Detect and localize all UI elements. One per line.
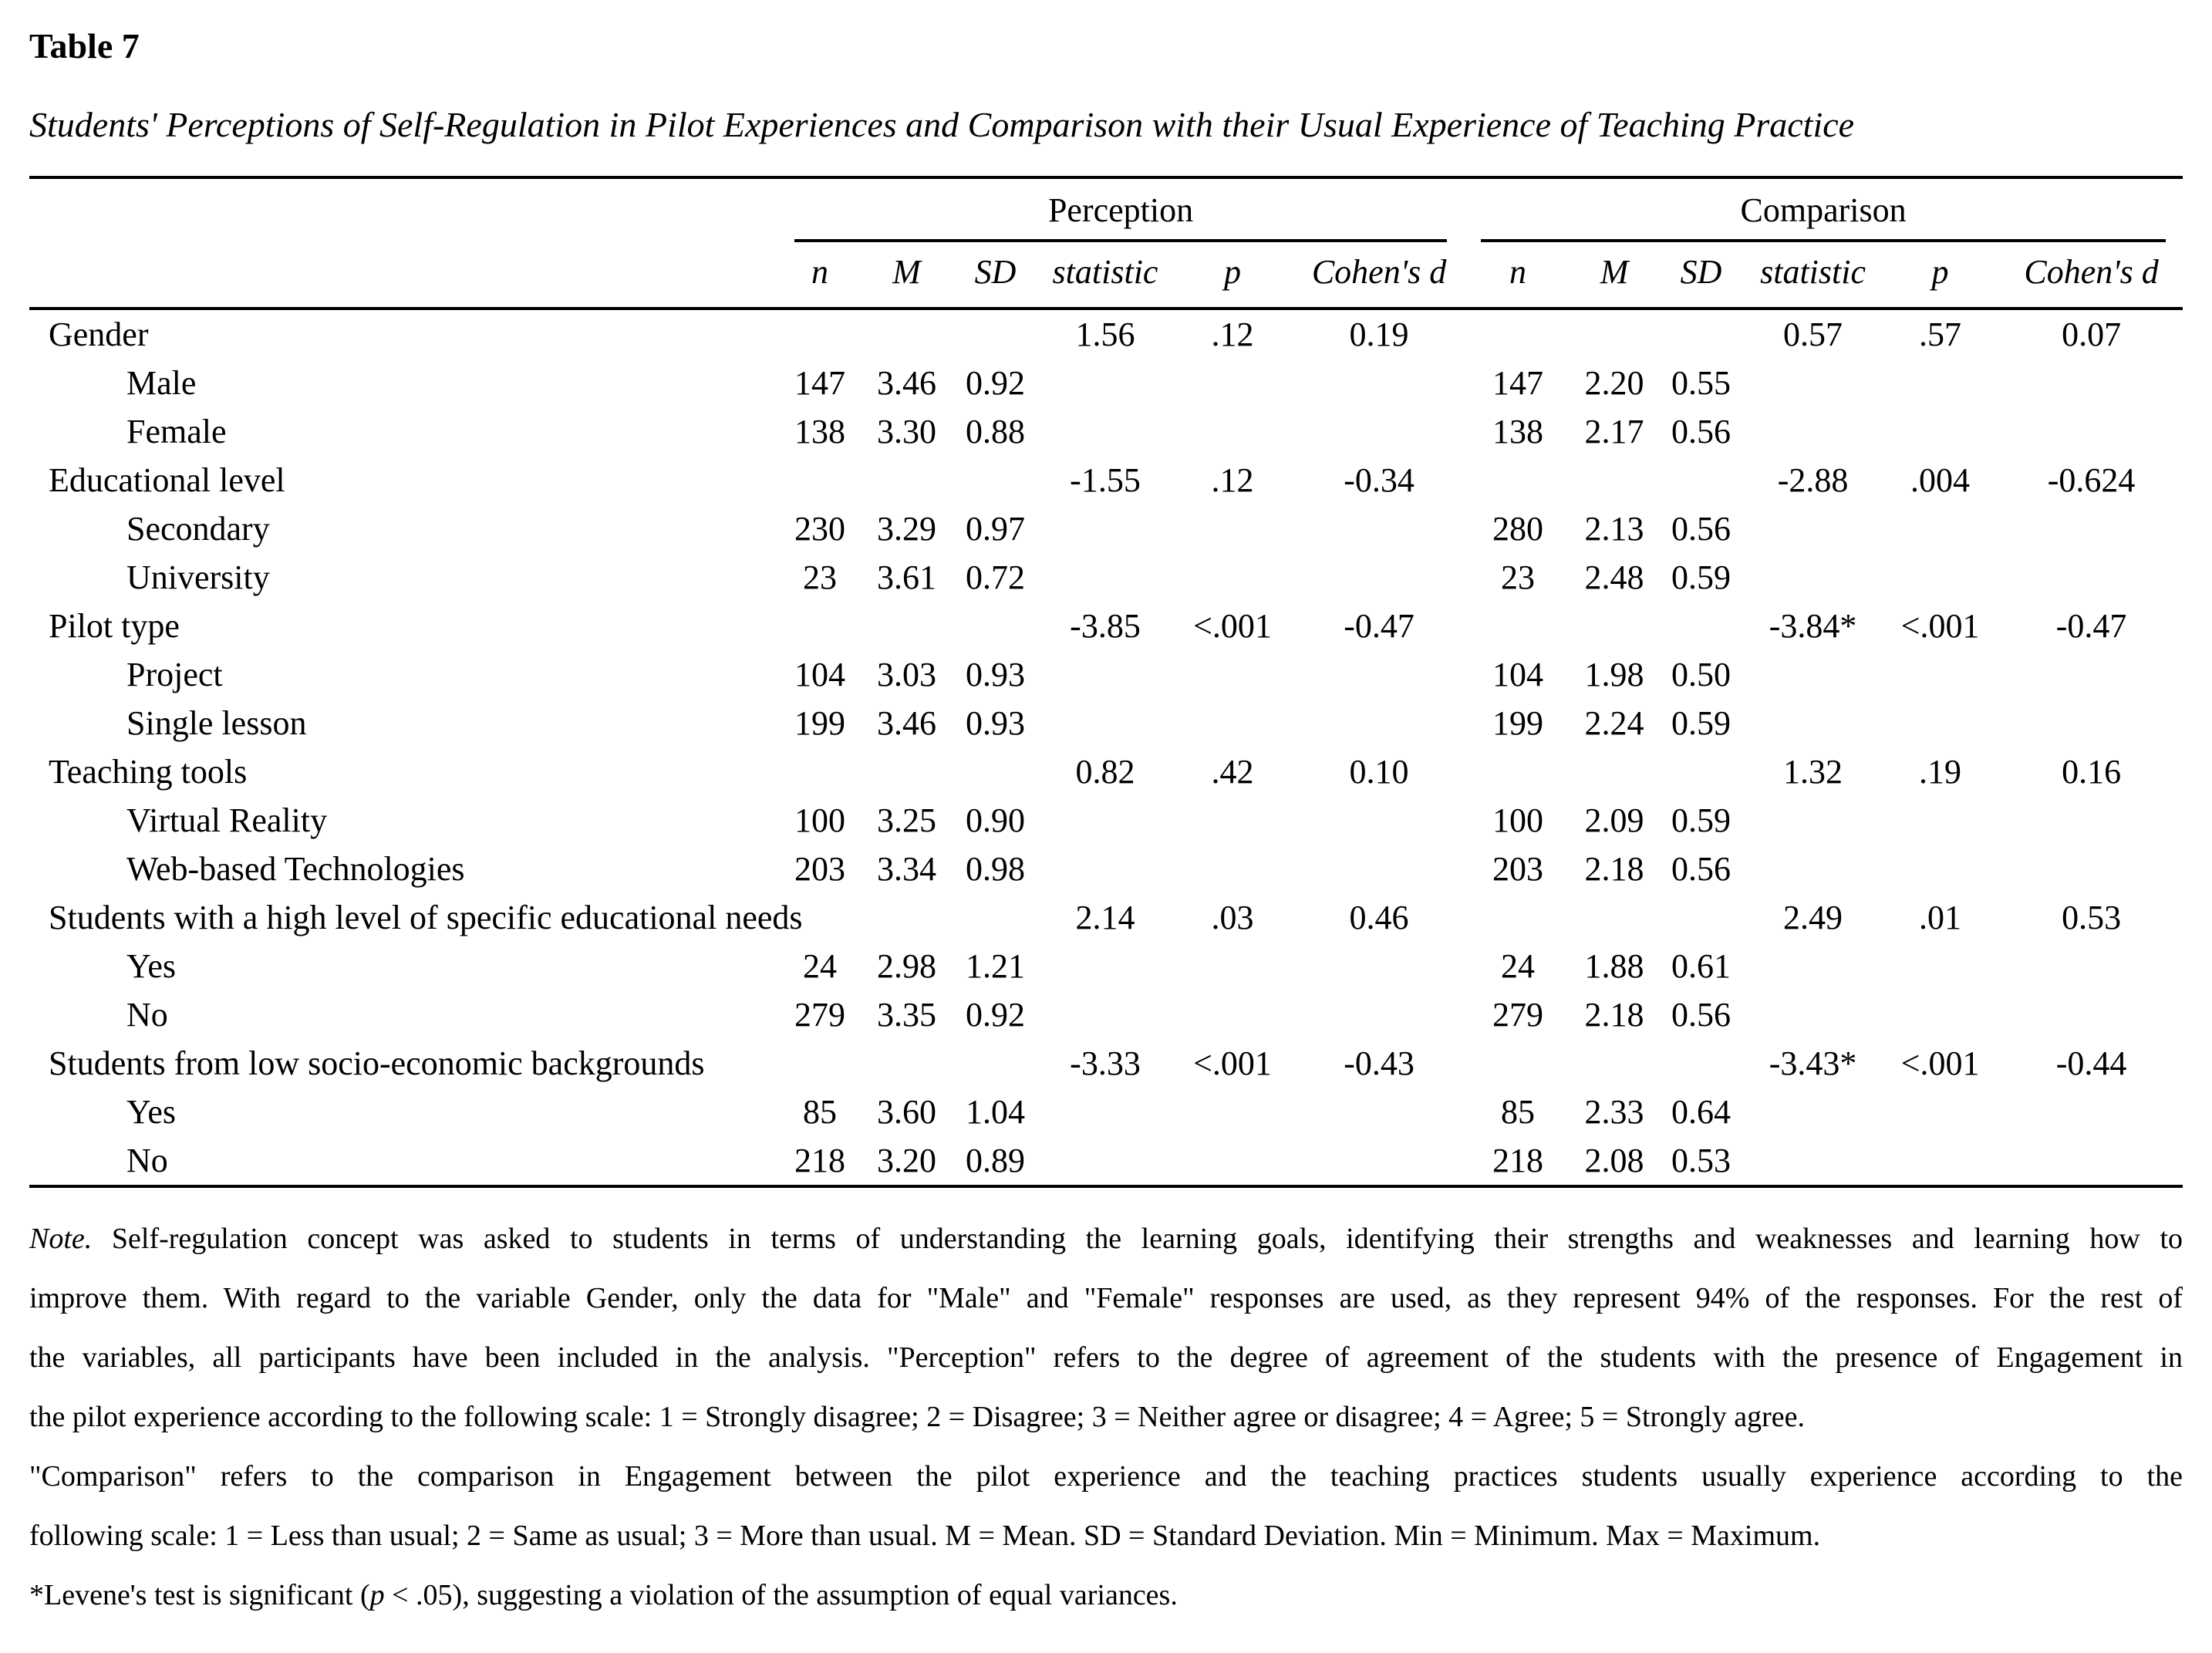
perception-statistic-cell <box>1040 942 1171 990</box>
comparison-cohens_d-cell <box>2000 407 2183 456</box>
perception-m-cell <box>862 1039 951 1088</box>
comparison-m-cell <box>1572 309 1657 359</box>
row-label-category: Virtual Reality <box>126 801 328 839</box>
note-line <box>29 1388 2183 1447</box>
perception-n-cell: 138 <box>794 413 845 450</box>
perception-p-cell <box>1171 407 1294 456</box>
comparison-m-cell: 1.88 <box>1584 947 1644 985</box>
perception-n-cell <box>777 747 862 796</box>
comparison-m-cell <box>1572 747 1657 796</box>
perception-n-cell <box>777 456 862 504</box>
comparison-statistic-cell <box>1745 796 1880 845</box>
row-label-variable: Pilot type <box>49 607 180 645</box>
comparison-group-header <box>1464 177 2183 242</box>
perception-group-rule <box>794 191 1447 242</box>
row-label-variable: Educational level <box>49 461 285 499</box>
comparison-n-cell: 85 <box>1501 1093 1536 1131</box>
stub-header-cell <box>29 242 777 309</box>
perception-p-cell <box>1171 553 1294 602</box>
comparison-p-cell <box>1880 1088 2000 1136</box>
comparison-p-cell: <.001 <box>1900 607 1980 645</box>
perception-statistic-cell <box>1040 553 1171 602</box>
table-row <box>29 1039 2183 1088</box>
perception-sd-cell: 1.21 <box>966 947 1025 985</box>
table-row <box>29 504 2183 553</box>
comparison-sd-cell: 0.59 <box>1671 801 1731 839</box>
perception-sd-cell <box>951 309 1040 359</box>
perception-n-cell: 279 <box>794 996 845 1034</box>
table-row <box>29 1088 2183 1136</box>
row-label-category: Secondary <box>126 510 270 548</box>
perception-p-cell: .12 <box>1211 315 1254 353</box>
perception-m-cell <box>862 309 951 359</box>
table-row <box>29 796 2183 845</box>
perception-m-cell <box>862 893 951 942</box>
perception-n-cell <box>777 602 862 650</box>
note-text-segment: the variables, all participants have been included in the analysis. "Perception" refers to the degree of agreement of the students with the presence of Engagement in <box>29 1341 2183 1374</box>
perception-n-cell: 85 <box>803 1093 837 1131</box>
comparison-m-cell: 2.08 <box>1584 1142 1644 1179</box>
comparison-p-cell: .19 <box>1919 753 1962 791</box>
perception-group-label: Perception <box>1047 191 1194 229</box>
perception-col-header-sd: SD <box>951 242 1040 309</box>
comparison-n-cell <box>1464 893 1572 942</box>
comparison-n-cell: 280 <box>1492 510 1544 548</box>
comparison-sd-cell <box>1657 602 1745 650</box>
perception-sd-cell: 0.92 <box>966 364 1025 402</box>
comparison-p-cell: .57 <box>1919 315 1962 353</box>
perception-statistic-cell: 0.82 <box>1075 753 1135 791</box>
table-row <box>29 1136 2183 1186</box>
comparison-col-header-cohens-d: Cohen's d <box>2000 242 2183 309</box>
comparison-p-cell: .004 <box>1910 461 1971 499</box>
comparison-statistic-cell: -2.88 <box>1777 461 1849 499</box>
comparison-statistic-cell: -3.84* <box>1769 607 1857 645</box>
comparison-statistic-cell <box>1745 553 1880 602</box>
perception-m-cell: 3.61 <box>877 558 936 596</box>
table-title: Students' Perceptions of Self-Regulation in Pilot Experiences and Comparison with their Usual Experience of Teaching Practice <box>29 105 1855 144</box>
perception-p-cell <box>1171 990 1294 1039</box>
perception-cohens_d-cell <box>1294 1088 1464 1136</box>
comparison-n-cell <box>1464 747 1572 796</box>
perception-m-cell: 3.25 <box>877 801 936 839</box>
row-label-variable: Gender <box>49 315 149 353</box>
perception-p-cell <box>1171 1088 1294 1136</box>
comparison-cohens_d-cell <box>2000 359 2183 407</box>
comparison-p-cell <box>1880 845 2000 893</box>
table-row <box>29 407 2183 456</box>
comparison-sd-cell <box>1657 893 1745 942</box>
comparison-statistic-cell <box>1745 407 1880 456</box>
comparison-m-cell <box>1572 456 1657 504</box>
perception-m-cell: 3.60 <box>877 1093 936 1131</box>
comparison-cohens_d-cell <box>2000 942 2183 990</box>
comparison-cohens_d-cell <box>2000 650 2183 699</box>
perception-p-cell <box>1171 699 1294 747</box>
comparison-col-header-m: M <box>1572 242 1657 309</box>
comparison-n-cell: 199 <box>1492 704 1544 742</box>
comparison-p-cell <box>1880 1136 2000 1186</box>
comparison-n-cell <box>1464 309 1572 359</box>
comparison-p-cell <box>1880 407 2000 456</box>
comparison-sd-cell: 0.64 <box>1671 1093 1731 1131</box>
perception-col-header-m: M <box>862 242 951 309</box>
comparison-m-cell: 2.48 <box>1584 558 1644 596</box>
comparison-sd-cell: 0.61 <box>1671 947 1731 985</box>
perception-cohens_d-cell <box>1294 942 1464 990</box>
perception-n-cell: 100 <box>794 801 845 839</box>
comparison-m-cell: 2.13 <box>1584 510 1644 548</box>
note-text-segment: < .05), suggesting a violation of the assumption of equal variances. <box>384 1579 1178 1611</box>
comparison-statistic-cell: 2.49 <box>1783 899 1843 936</box>
comparison-statistic-cell <box>1745 942 1880 990</box>
table-row <box>29 990 2183 1039</box>
perception-p-cell: <.001 <box>1193 607 1272 645</box>
perception-cohens_d-cell <box>1294 845 1464 893</box>
perception-cohens_d-cell <box>1294 1136 1464 1186</box>
stub-header-cell <box>29 177 777 242</box>
comparison-p-cell <box>1880 650 2000 699</box>
row-label-category: Single lesson <box>126 704 307 742</box>
row-label-category: Male <box>126 364 197 402</box>
comparison-cohens_d-cell <box>2000 699 2183 747</box>
comparison-m-cell: 2.18 <box>1584 850 1644 888</box>
comparison-p-cell <box>1880 553 2000 602</box>
results-table <box>29 176 2183 1188</box>
perception-sd-cell <box>951 893 1040 942</box>
perception-n-cell <box>777 1039 862 1088</box>
perception-m-cell <box>862 456 951 504</box>
note-text-segment: Self-regulation concept was asked to students in terms of understanding the learning goals, identifying their strengths and weaknesses and learning how to <box>92 1223 2183 1255</box>
perception-cohens_d-cell <box>1294 407 1464 456</box>
comparison-m-cell <box>1572 893 1657 942</box>
perception-p-cell <box>1171 942 1294 990</box>
comparison-n-cell <box>1464 456 1572 504</box>
table-row <box>29 699 2183 747</box>
comparison-col-header-p: p <box>1880 242 2000 309</box>
perception-sd-cell <box>951 602 1040 650</box>
comparison-m-cell: 2.17 <box>1584 413 1644 450</box>
note-line <box>29 1269 2183 1328</box>
perception-statistic-cell: -1.55 <box>1070 461 1141 499</box>
comparison-cohens_d-cell <box>2000 990 2183 1039</box>
comparison-statistic-cell <box>1745 504 1880 553</box>
comparison-p-cell <box>1880 699 2000 747</box>
perception-n-cell: 24 <box>803 947 837 985</box>
comparison-m-cell: 2.20 <box>1584 364 1644 402</box>
comparison-m-cell: 2.33 <box>1584 1093 1644 1131</box>
perception-m-cell <box>862 747 951 796</box>
comparison-sd-cell: 0.56 <box>1671 850 1731 888</box>
row-label-category: University <box>126 558 270 596</box>
comparison-m-cell: 2.24 <box>1584 704 1644 742</box>
perception-cohens_d-cell <box>1294 553 1464 602</box>
perception-sd-cell: 0.89 <box>966 1142 1025 1179</box>
comparison-statistic-cell: 0.57 <box>1783 315 1843 353</box>
comparison-sd-cell: 0.59 <box>1671 704 1731 742</box>
comparison-sd-cell: 0.55 <box>1671 364 1731 402</box>
comparison-cohens_d-cell: -0.44 <box>2055 1044 2127 1082</box>
perception-sd-cell <box>951 1039 1040 1088</box>
table-row <box>29 747 2183 796</box>
comparison-col-header-sd: SD <box>1657 242 1745 309</box>
perception-sd-cell <box>951 456 1040 504</box>
table-row <box>29 553 2183 602</box>
perception-col-header-cohens-d: Cohen's d <box>1294 242 1464 309</box>
comparison-p-cell: <.001 <box>1900 1044 1980 1082</box>
comparison-sd-cell <box>1657 1039 1745 1088</box>
perception-m-cell: 3.34 <box>877 850 936 888</box>
comparison-sd-cell: 0.50 <box>1671 656 1731 693</box>
comparison-cohens_d-cell <box>2000 1088 2183 1136</box>
table-note <box>29 1209 2183 1625</box>
perception-cohens_d-cell <box>1294 504 1464 553</box>
perception-m-cell: 2.98 <box>877 947 936 985</box>
comparison-statistic-cell <box>1745 699 1880 747</box>
perception-col-header-statistic: statistic <box>1040 242 1171 309</box>
row-label-variable: Students with a high level of specific educational needs <box>49 899 803 936</box>
perception-cohens_d-cell <box>1294 990 1464 1039</box>
comparison-sd-cell: 0.56 <box>1671 413 1731 450</box>
comparison-statistic-cell <box>1745 845 1880 893</box>
comparison-sd-cell: 0.53 <box>1671 1142 1731 1179</box>
comparison-m-cell: 2.18 <box>1584 996 1644 1034</box>
perception-group-header <box>777 177 1464 242</box>
comparison-col-header-n: n <box>1464 242 1572 309</box>
perception-m-cell: 3.20 <box>877 1142 936 1179</box>
row-label-category: Project <box>126 656 223 693</box>
row-label-variable: Teaching tools <box>49 753 248 791</box>
perception-statistic-cell <box>1040 504 1171 553</box>
perception-cohens_d-cell: 0.46 <box>1349 899 1409 936</box>
note-text-segment: "Comparison" refers to the comparison in Engagement between the pilot experience and the teaching practices students usually experience according to the <box>29 1460 2183 1493</box>
perception-cohens_d-cell <box>1294 699 1464 747</box>
perception-statistic-cell: -3.85 <box>1070 607 1141 645</box>
comparison-sd-cell <box>1657 309 1745 359</box>
perception-n-cell: 218 <box>794 1142 845 1179</box>
comparison-n-cell: 279 <box>1492 996 1544 1034</box>
comparison-statistic-cell <box>1745 1088 1880 1136</box>
perception-n-cell: 147 <box>794 364 845 402</box>
comparison-m-cell <box>1572 602 1657 650</box>
comparison-cohens_d-cell <box>2000 504 2183 553</box>
comparison-n-cell: 203 <box>1492 850 1544 888</box>
perception-m-cell <box>862 602 951 650</box>
perception-n-cell: 23 <box>803 558 837 596</box>
perception-p-cell: .03 <box>1211 899 1254 936</box>
comparison-cohens_d-cell <box>2000 1136 2183 1186</box>
perception-n-cell: 230 <box>794 510 845 548</box>
table-number: Table 7 <box>29 26 140 66</box>
note-text-segment: Note. <box>29 1223 93 1255</box>
comparison-p-cell <box>1880 990 2000 1039</box>
perception-m-cell: 3.29 <box>877 510 936 548</box>
group-header-row <box>29 177 2183 242</box>
perception-statistic-cell <box>1040 359 1171 407</box>
perception-cohens_d-cell: 0.10 <box>1349 753 1409 791</box>
perception-sd-cell: 0.97 <box>966 510 1025 548</box>
comparison-p-cell <box>1880 942 2000 990</box>
comparison-group-label: Comparison <box>1740 191 1907 229</box>
note-text-segment: improve them. With regard to the variable Gender, only the data for "Male" and "Female" responses are used, as they represent 94% of the responses. For the rest of <box>29 1282 2183 1314</box>
column-header-row <box>29 242 2183 309</box>
table-row <box>29 456 2183 504</box>
perception-cohens_d-cell: 0.19 <box>1349 315 1409 353</box>
perception-m-cell: 3.46 <box>877 364 936 402</box>
perception-statistic-cell <box>1040 1136 1171 1186</box>
comparison-n-cell: 100 <box>1492 801 1544 839</box>
table-row <box>29 602 2183 650</box>
row-label-category: No <box>126 1142 168 1179</box>
comparison-m-cell <box>1572 1039 1657 1088</box>
perception-m-cell: 3.03 <box>877 656 936 693</box>
perception-cohens_d-cell <box>1294 796 1464 845</box>
perception-statistic-cell <box>1040 845 1171 893</box>
perception-n-cell: 203 <box>794 850 845 888</box>
comparison-m-cell: 2.09 <box>1584 801 1644 839</box>
comparison-group-rule <box>1481 191 2166 242</box>
note-text-segment: *Levene's test is significant ( <box>29 1579 370 1611</box>
comparison-statistic-cell <box>1745 359 1880 407</box>
perception-n-cell <box>777 309 862 359</box>
row-label-category: No <box>126 996 168 1034</box>
perception-statistic-cell <box>1040 650 1171 699</box>
perception-statistic-cell <box>1040 699 1171 747</box>
comparison-statistic-cell: 1.32 <box>1783 753 1843 791</box>
row-label-variable: Students from low socio-economic backgrounds <box>49 1044 705 1082</box>
perception-m-cell: 3.35 <box>877 996 936 1034</box>
comparison-cohens_d-cell: 0.07 <box>2062 315 2122 353</box>
note-line <box>29 1447 2183 1506</box>
perception-statistic-cell <box>1040 990 1171 1039</box>
perception-p-cell <box>1171 796 1294 845</box>
comparison-sd-cell: 0.59 <box>1671 558 1731 596</box>
comparison-p-cell <box>1880 504 2000 553</box>
perception-sd-cell <box>951 747 1040 796</box>
table-row <box>29 650 2183 699</box>
perception-p-cell: <.001 <box>1193 1044 1272 1082</box>
perception-n-cell: 199 <box>794 704 845 742</box>
perception-p-cell: .12 <box>1211 461 1254 499</box>
comparison-statistic-cell: -3.43* <box>1769 1044 1857 1082</box>
note-line <box>29 1328 2183 1388</box>
note-line <box>29 1566 2183 1625</box>
comparison-sd-cell <box>1657 747 1745 796</box>
perception-sd-cell: 0.93 <box>966 704 1025 742</box>
table-row <box>29 359 2183 407</box>
comparison-p-cell <box>1880 796 2000 845</box>
perception-statistic-cell <box>1040 407 1171 456</box>
perception-statistic-cell: 2.14 <box>1075 899 1135 936</box>
perception-p-cell: .42 <box>1211 753 1254 791</box>
perception-sd-cell: 0.93 <box>966 656 1025 693</box>
note-text-segment: the pilot experience according to the following scale: 1 = Strongly disagree; 2 = Disagree; 3 = Neither agree or disagree; 4 = Agree; 5 = Strongly agree. <box>29 1401 1805 1433</box>
perception-statistic-cell <box>1040 796 1171 845</box>
perception-p-cell <box>1171 650 1294 699</box>
perception-cohens_d-cell: -0.47 <box>1344 607 1415 645</box>
comparison-n-cell <box>1464 1039 1572 1088</box>
comparison-statistic-cell <box>1745 990 1880 1039</box>
table-row <box>29 942 2183 990</box>
comparison-m-cell: 1.98 <box>1584 656 1644 693</box>
perception-p-cell <box>1171 845 1294 893</box>
comparison-n-cell: 138 <box>1492 413 1544 450</box>
perception-n-cell: 104 <box>794 656 845 693</box>
perception-statistic-cell: -3.33 <box>1070 1044 1141 1082</box>
comparison-statistic-cell <box>1745 1136 1880 1186</box>
perception-sd-cell: 0.98 <box>966 850 1025 888</box>
comparison-n-cell: 104 <box>1492 656 1544 693</box>
comparison-col-header-statistic: statistic <box>1745 242 1880 309</box>
row-label-category: Web-based Technologies <box>126 850 465 888</box>
perception-cohens_d-cell <box>1294 359 1464 407</box>
perception-sd-cell: 0.88 <box>966 413 1025 450</box>
comparison-n-cell <box>1464 602 1572 650</box>
row-label-category: Yes <box>126 947 177 985</box>
comparison-p-cell <box>1880 359 2000 407</box>
table-row <box>29 309 2183 359</box>
comparison-cohens_d-cell: -0.47 <box>2055 607 2127 645</box>
perception-cohens_d-cell <box>1294 650 1464 699</box>
comparison-cohens_d-cell: 0.16 <box>2062 753 2122 791</box>
note-text-segment: following scale: 1 = Less than usual; 2 = Same as usual; 3 = More than usual. M = Mean. SD = Standard Deviation. Min = Minimum. Max = Maximum. <box>29 1520 1821 1552</box>
perception-sd-cell: 0.72 <box>966 558 1025 596</box>
comparison-sd-cell: 0.56 <box>1671 510 1731 548</box>
note-text-segment: p <box>369 1579 385 1611</box>
comparison-p-cell: .01 <box>1919 899 1962 936</box>
note-line <box>29 1506 2183 1566</box>
perception-cohens_d-cell: -0.34 <box>1344 461 1415 499</box>
perception-statistic-cell <box>1040 1088 1171 1136</box>
perception-p-cell <box>1171 504 1294 553</box>
comparison-cohens_d-cell <box>2000 796 2183 845</box>
perception-cohens_d-cell: -0.43 <box>1344 1044 1415 1082</box>
perception-sd-cell: 0.90 <box>966 801 1025 839</box>
comparison-cohens_d-cell: 0.53 <box>2062 899 2122 936</box>
perception-m-cell: 3.30 <box>877 413 936 450</box>
comparison-sd-cell <box>1657 456 1745 504</box>
comparison-cohens_d-cell <box>2000 553 2183 602</box>
comparison-statistic-cell <box>1745 650 1880 699</box>
table-row <box>29 893 2183 942</box>
comparison-n-cell: 24 <box>1501 947 1536 985</box>
perception-p-cell <box>1171 1136 1294 1186</box>
comparison-cohens_d-cell: -0.624 <box>2047 461 2136 499</box>
perception-col-header-p: p <box>1171 242 1294 309</box>
comparison-sd-cell: 0.56 <box>1671 996 1731 1034</box>
perception-sd-cell: 0.92 <box>966 996 1025 1034</box>
perception-m-cell: 3.46 <box>877 704 936 742</box>
perception-statistic-cell: 1.56 <box>1075 315 1135 353</box>
perception-sd-cell: 1.04 <box>966 1093 1025 1131</box>
row-label-category: Female <box>126 413 227 450</box>
table-row <box>29 845 2183 893</box>
perception-p-cell <box>1171 359 1294 407</box>
perception-col-header-n: n <box>777 242 862 309</box>
note-line <box>29 1209 2183 1269</box>
row-label-category: Yes <box>126 1093 177 1131</box>
comparison-n-cell: 147 <box>1492 364 1544 402</box>
comparison-n-cell: 23 <box>1501 558 1536 596</box>
comparison-n-cell: 218 <box>1492 1142 1544 1179</box>
comparison-cohens_d-cell <box>2000 845 2183 893</box>
